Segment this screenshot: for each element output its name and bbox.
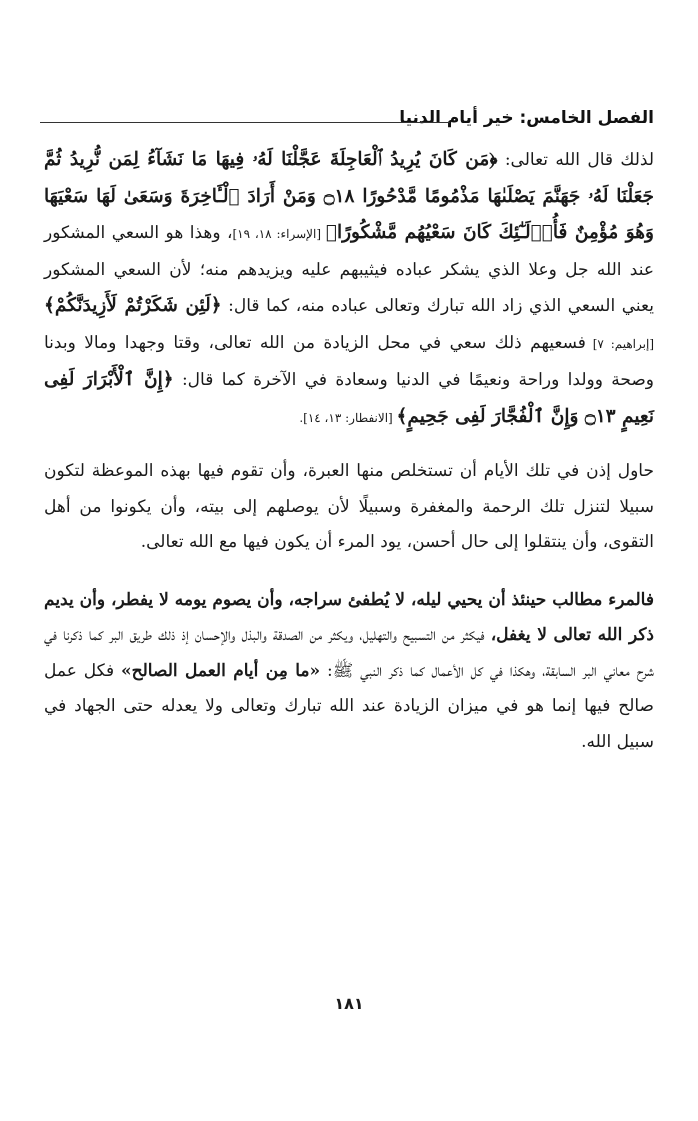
quran-verse-ibrahim: ﴿لَئِن شَكَرْتُمْ لَأَزِيدَنَّكُمْ﴾	[44, 295, 222, 316]
citation-isra: [الإسراء: ١٨، ١٩]	[232, 227, 326, 241]
citation-ibrahim: [إبراهيم: ٧]	[585, 336, 654, 351]
paragraph-1	[44, 142, 654, 436]
header-rule	[40, 122, 450, 123]
intro-text: لذلك قال الله تعالى:	[497, 150, 654, 170]
paragraph-2: حاول إذن في تلك الأيام أن تستخلص منها العبرة، وأن تقوم فيها بهذه الموعظة لتكون سبيلا لتنزل تلك الرحمة والمغفرة وسبيلًا لأن يوصلهم إلى بيته، وأن يكونوا من أهل التقوى، وأن ينتقلوا إلى حال أحسن، يود المرء أن يكون فيها مع الله تعالى.	[44, 461, 654, 552]
bold-lead-text: فالمرء مطالب حينئذ أن يحيي ليله، لا يُطفئ سراجه، وأن يصوم يومه لا يفطر، وأن يديم ذكر الله تعالى لا يغفل،	[44, 589, 654, 645]
chapter-title: الفصل الخامس: خير أيام الدنيا	[399, 108, 654, 128]
body-text-4: فكل عمل صالح فيها إنما هو في ميزان الزيادة عند الله تبارك وتعالى ولا يعدله حتى الجهاد في سبيل الله.	[44, 660, 654, 752]
quran-verse-isra: ﴿مَن كَانَ يُرِيدُ ٱلْعَاجِلَةَ عَجَّلْنَا لَهُۥ فِيهَا مَا نَشَآءُ لِمَن نُّرِيدُ ثُمَّ جَعَلْنَا لَهُۥ جَهَنَّمَ يَصْلَىٰهَا مَذْمُومًا مَّدْحُورًا ۝١٨ وَمَنْ أَرَادَ ٱلْـَٔاخِرَةَ وَسَعَىٰ لَهَا سَعْيَهَا وَهُوَ مُؤْمِنٌ فَأُو۟لَـٰٓئِكَ كَانَ سَعْيُهُم مَّشْكُورًا﴾	[44, 149, 654, 243]
paragraph-3	[44, 583, 654, 761]
page-body	[44, 142, 654, 760]
body-text-3: فيكثر من التسبيح والتهليل، ويكثر من الصدقة والبذل والإحسان إذ ذلك طريق البر كما ذكرنا في شرح معاني البر السابقة، وهكذا في كل الأعمال كما ذكر النبي ﷺ:	[44, 625, 655, 681]
body-text-1: ، وهذا هو السعي المشكور عند الله جل وعلا الذي يشكر عباده فيثيبهم عليه ويزيدهم منه؛ لأن السعي المشكور يعني السعي الذي زاد الله تبارك وتعالى عباده منه، كما قال:	[44, 223, 654, 316]
hadith-quote: «ما مِن أيام العمل الصالح»	[121, 660, 321, 681]
citation-infitar: [الانفطار: ١٣، ١٤].	[299, 410, 397, 425]
page-number: ١٨١	[334, 994, 364, 1013]
page-header	[40, 104, 654, 144]
body-text-2: فسعيهم ذلك سعي في محل الزيادة من الله تعالى، وقتا وجهدا ومالا وبدنا وصحة وولدا وراحة ونعيمًا في الدنيا وسعادة في الآخرة كما قال:	[44, 332, 654, 390]
quran-verse-infitar: ﴿إِنَّ ٱلْأَبْرَارَ لَفِى نَعِيمٍ ۝١٣ وَإِنَّ ٱلْفُجَّارَ لَفِى جَحِيمٍ﴾	[44, 369, 654, 427]
